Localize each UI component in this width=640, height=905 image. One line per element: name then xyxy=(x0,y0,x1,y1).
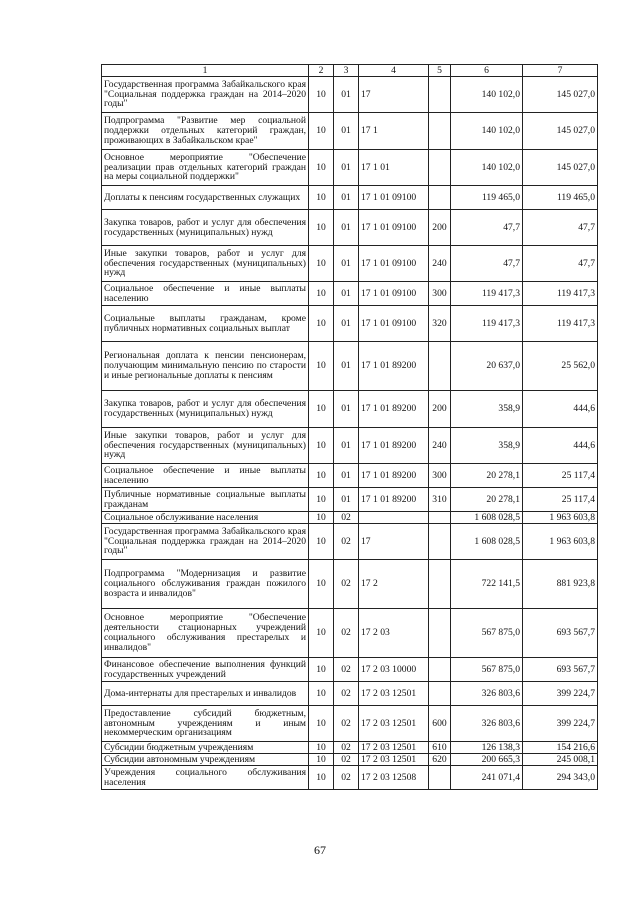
row-subsection: 01 xyxy=(334,428,359,464)
row-amount-year1: 326 803,6 xyxy=(451,706,523,742)
table-row xyxy=(102,706,598,742)
table-row xyxy=(102,210,598,246)
row-subsection: 02 xyxy=(334,754,359,766)
row-section: 10 xyxy=(309,391,334,428)
row-expense-type: 310 xyxy=(429,488,451,512)
row-amount-year1: 20 278,1 xyxy=(451,488,523,512)
row-target-article: 17 2 03 12501 xyxy=(359,706,429,742)
table-row xyxy=(102,658,598,682)
header-cell-3: 3 xyxy=(334,65,359,77)
row-section: 10 xyxy=(309,682,334,706)
table-row xyxy=(102,306,598,342)
row-section: 10 xyxy=(309,609,334,658)
row-target-article: 17 1 01 89200 xyxy=(359,342,429,391)
row-subsection: 02 xyxy=(334,609,359,658)
table-row xyxy=(102,464,598,488)
row-subsection: 01 xyxy=(334,150,359,186)
row-amount-year1: 326 803,6 xyxy=(451,682,523,706)
row-expense-type xyxy=(429,77,451,113)
row-target-article: 17 1 01 89200 xyxy=(359,428,429,464)
table-row xyxy=(102,428,598,464)
row-section: 10 xyxy=(309,210,334,246)
row-amount-year2: 25 117,4 xyxy=(523,464,598,488)
row-name: Субсидии бюджетным учреждениям xyxy=(102,742,309,754)
row-amount-year1: 567 875,0 xyxy=(451,609,523,658)
row-target-article: 17 xyxy=(359,524,429,560)
row-expense-type: 300 xyxy=(429,282,451,306)
table-row xyxy=(102,77,598,113)
table-row xyxy=(102,742,598,754)
row-section: 10 xyxy=(309,306,334,342)
row-name: Региональная доплата к пенсии пенсионерам, получающим минимальную пенсию по старости и иные региональные доплаты к пенсиям xyxy=(102,342,309,391)
row-subsection: 01 xyxy=(334,306,359,342)
row-expense-type xyxy=(429,682,451,706)
row-name: Доплаты к пенсиям государственных служащих xyxy=(102,186,309,210)
row-expense-type: 240 xyxy=(429,428,451,464)
row-target-article: 17 1 01 09100 xyxy=(359,246,429,282)
row-expense-type: 600 xyxy=(429,706,451,742)
row-amount-year1: 1 608 028,5 xyxy=(451,512,523,524)
row-amount-year2: 119 465,0 xyxy=(523,186,598,210)
row-target-article: 17 2 03 12501 xyxy=(359,754,429,766)
table-row xyxy=(102,754,598,766)
row-name: Закупка товаров, работ и услуг для обеспечения государственных (муниципальных) нужд xyxy=(102,210,309,246)
row-target-article: 17 1 01 89200 xyxy=(359,391,429,428)
row-expense-type xyxy=(429,342,451,391)
row-target-article: 17 2 03 xyxy=(359,609,429,658)
row-name: Дома-интернаты для престарелых и инвалидов xyxy=(102,682,309,706)
row-target-article: 17 2 03 12508 xyxy=(359,766,429,790)
row-target-article: 17 1 xyxy=(359,113,429,150)
row-section: 10 xyxy=(309,77,334,113)
row-subsection: 01 xyxy=(334,342,359,391)
row-subsection: 01 xyxy=(334,113,359,150)
row-target-article: 17 1 01 89200 xyxy=(359,464,429,488)
row-target-article: 17 1 01 09100 xyxy=(359,306,429,342)
row-amount-year1: 126 138,3 xyxy=(451,742,523,754)
row-subsection: 02 xyxy=(334,524,359,560)
header-cell-7: 7 xyxy=(523,65,598,77)
row-name: Социальные выплаты гражданам, кроме публичных нормативных социальных выплат xyxy=(102,306,309,342)
row-amount-year2: 444,6 xyxy=(523,391,598,428)
row-name: Основное мероприятие "Обеспечение реализации прав отдельных категорий граждан на меры социальной поддержки" xyxy=(102,150,309,186)
row-subsection: 02 xyxy=(334,706,359,742)
row-target-article: 17 2 03 12501 xyxy=(359,742,429,754)
row-name: Закупка товаров, работ и услуг для обеспечения государственных (муниципальных) нужд xyxy=(102,391,309,428)
row-subsection: 02 xyxy=(334,742,359,754)
row-expense-type xyxy=(429,113,451,150)
row-amount-year2: 25 562,0 xyxy=(523,342,598,391)
row-expense-type xyxy=(429,512,451,524)
row-subsection: 02 xyxy=(334,560,359,609)
header-cell-5: 5 xyxy=(429,65,451,77)
row-subsection: 01 xyxy=(334,464,359,488)
row-amount-year2: 119 417,3 xyxy=(523,306,598,342)
row-amount-year2: 399 224,7 xyxy=(523,706,598,742)
table-row xyxy=(102,342,598,391)
row-name: Подпрограмма "Развитие мер социальной поддержки отдельных категорий граждан, проживающих в Забайкальском крае" xyxy=(102,113,309,150)
row-amount-year2: 119 417,3 xyxy=(523,282,598,306)
row-target-article xyxy=(359,512,429,524)
row-expense-type: 620 xyxy=(429,754,451,766)
header-cell-4: 4 xyxy=(359,65,429,77)
row-name: Основное мероприятие "Обеспечение деятельности стационарных учреждений социального обслуживания престарелых и инвалидов" xyxy=(102,609,309,658)
row-amount-year1: 358,9 xyxy=(451,391,523,428)
page-number: 67 xyxy=(314,843,326,857)
header-cell-2: 2 xyxy=(309,65,334,77)
row-name: Учреждения социального обслуживания населения xyxy=(102,766,309,790)
row-amount-year2: 1 963 603,8 xyxy=(523,524,598,560)
row-section: 10 xyxy=(309,428,334,464)
row-subsection: 01 xyxy=(334,488,359,512)
table-row xyxy=(102,391,598,428)
row-target-article: 17 1 01 09100 xyxy=(359,186,429,210)
row-name: Предоставление субсидий бюджетным, автономным учреждениям и иным некоммерческим организациям xyxy=(102,706,309,742)
row-expense-type xyxy=(429,766,451,790)
row-target-article: 17 1 01 09100 xyxy=(359,210,429,246)
row-amount-year2: 145 027,0 xyxy=(523,113,598,150)
row-amount-year1: 119 417,3 xyxy=(451,282,523,306)
row-subsection: 01 xyxy=(334,77,359,113)
row-amount-year2: 881 923,8 xyxy=(523,560,598,609)
row-expense-type xyxy=(429,524,451,560)
row-section: 10 xyxy=(309,282,334,306)
row-section: 10 xyxy=(309,342,334,391)
row-target-article: 17 2 03 12501 xyxy=(359,682,429,706)
row-amount-year1: 241 071,4 xyxy=(451,766,523,790)
table-row xyxy=(102,150,598,186)
row-name: Иные закупки товаров, работ и услуг для обеспечения государственных (муниципальных) нужд xyxy=(102,428,309,464)
row-expense-type xyxy=(429,658,451,682)
row-amount-year2: 245 008,1 xyxy=(523,754,598,766)
row-expense-type xyxy=(429,150,451,186)
header-cell-1: 1 xyxy=(102,65,309,77)
row-amount-year1: 47,7 xyxy=(451,246,523,282)
row-expense-type xyxy=(429,560,451,609)
row-name: Подпрограмма "Модернизация и развитие социального обслуживания граждан пожилого возраста и инвалидов" xyxy=(102,560,309,609)
row-subsection: 01 xyxy=(334,282,359,306)
row-section: 10 xyxy=(309,560,334,609)
row-section: 10 xyxy=(309,488,334,512)
row-amount-year2: 693 567,7 xyxy=(523,609,598,658)
row-subsection: 02 xyxy=(334,682,359,706)
row-amount-year1: 722 141,5 xyxy=(451,560,523,609)
row-name: Социальное обслуживание населения xyxy=(102,512,309,524)
row-amount-year1: 119 417,3 xyxy=(451,306,523,342)
row-amount-year2: 145 027,0 xyxy=(523,77,598,113)
table-row xyxy=(102,488,598,512)
row-expense-type: 200 xyxy=(429,391,451,428)
row-section: 10 xyxy=(309,742,334,754)
row-section: 10 xyxy=(309,464,334,488)
row-name: Социальное обеспечение и иные выплаты населению xyxy=(102,464,309,488)
row-section: 10 xyxy=(309,113,334,150)
row-name: Иные закупки товаров, работ и услуг для обеспечения государственных (муниципальных) нужд xyxy=(102,246,309,282)
row-amount-year2: 399 224,7 xyxy=(523,682,598,706)
table-row xyxy=(102,246,598,282)
row-name: Финансовое обеспечение выполнения функций государственных учреждений xyxy=(102,658,309,682)
row-subsection: 02 xyxy=(334,766,359,790)
row-amount-year2: 47,7 xyxy=(523,210,598,246)
row-expense-type: 320 xyxy=(429,306,451,342)
row-name: Государственная программа Забайкальского края "Социальная поддержка граждан на 2014–2020 годы" xyxy=(102,524,309,560)
row-target-article: 17 2 xyxy=(359,560,429,609)
budget-table xyxy=(101,64,598,790)
row-amount-year2: 1 963 603,8 xyxy=(523,512,598,524)
row-name: Государственная программа Забайкальского края "Социальная поддержка граждан на 2014–2020 годы" xyxy=(102,77,309,113)
row-amount-year1: 358,9 xyxy=(451,428,523,464)
row-amount-year1: 1 608 028,5 xyxy=(451,524,523,560)
row-name: Публичные нормативные социальные выплаты гражданам xyxy=(102,488,309,512)
row-target-article: 17 2 03 10000 xyxy=(359,658,429,682)
header-cell-6: 6 xyxy=(451,65,523,77)
table-row xyxy=(102,524,598,560)
row-subsection: 01 xyxy=(334,391,359,428)
row-amount-year1: 200 665,3 xyxy=(451,754,523,766)
row-amount-year2: 444,6 xyxy=(523,428,598,464)
row-target-article: 17 1 01 09100 xyxy=(359,282,429,306)
table-row xyxy=(102,113,598,150)
row-subsection: 01 xyxy=(334,210,359,246)
table-row xyxy=(102,512,598,524)
row-section: 10 xyxy=(309,706,334,742)
row-subsection: 02 xyxy=(334,512,359,524)
table-row xyxy=(102,682,598,706)
row-expense-type: 240 xyxy=(429,246,451,282)
row-section: 10 xyxy=(309,246,334,282)
row-amount-year2: 693 567,7 xyxy=(523,658,598,682)
table-row xyxy=(102,609,598,658)
row-subsection: 02 xyxy=(334,658,359,682)
row-target-article: 17 xyxy=(359,77,429,113)
row-amount-year1: 20 278,1 xyxy=(451,464,523,488)
row-amount-year2: 145 027,0 xyxy=(523,150,598,186)
table-row xyxy=(102,186,598,210)
row-name: Субсидии автономным учреждениям xyxy=(102,754,309,766)
row-section: 10 xyxy=(309,766,334,790)
row-target-article: 17 1 01 89200 xyxy=(359,488,429,512)
row-name: Социальное обеспечение и иные выплаты населению xyxy=(102,282,309,306)
row-subsection: 01 xyxy=(334,186,359,210)
row-expense-type xyxy=(429,609,451,658)
row-amount-year1: 140 102,0 xyxy=(451,77,523,113)
table-body xyxy=(102,65,598,790)
row-amount-year1: 47,7 xyxy=(451,210,523,246)
row-section: 10 xyxy=(309,186,334,210)
row-amount-year1: 20 637,0 xyxy=(451,342,523,391)
row-amount-year1: 119 465,0 xyxy=(451,186,523,210)
row-section: 10 xyxy=(309,658,334,682)
row-section: 10 xyxy=(309,754,334,766)
row-amount-year2: 294 343,0 xyxy=(523,766,598,790)
row-amount-year2: 25 117,4 xyxy=(523,488,598,512)
header-row xyxy=(102,65,598,77)
row-section: 10 xyxy=(309,524,334,560)
row-expense-type xyxy=(429,186,451,210)
row-section: 10 xyxy=(309,512,334,524)
row-amount-year1: 140 102,0 xyxy=(451,150,523,186)
table-row xyxy=(102,282,598,306)
row-amount-year2: 154 216,6 xyxy=(523,742,598,754)
row-amount-year1: 140 102,0 xyxy=(451,113,523,150)
table-row xyxy=(102,560,598,609)
row-target-article: 17 1 01 xyxy=(359,150,429,186)
row-subsection: 01 xyxy=(334,246,359,282)
row-section: 10 xyxy=(309,150,334,186)
row-amount-year2: 47,7 xyxy=(523,246,598,282)
row-expense-type: 300 xyxy=(429,464,451,488)
row-expense-type: 610 xyxy=(429,742,451,754)
row-expense-type: 200 xyxy=(429,210,451,246)
table-row xyxy=(102,766,598,790)
row-amount-year1: 567 875,0 xyxy=(451,658,523,682)
